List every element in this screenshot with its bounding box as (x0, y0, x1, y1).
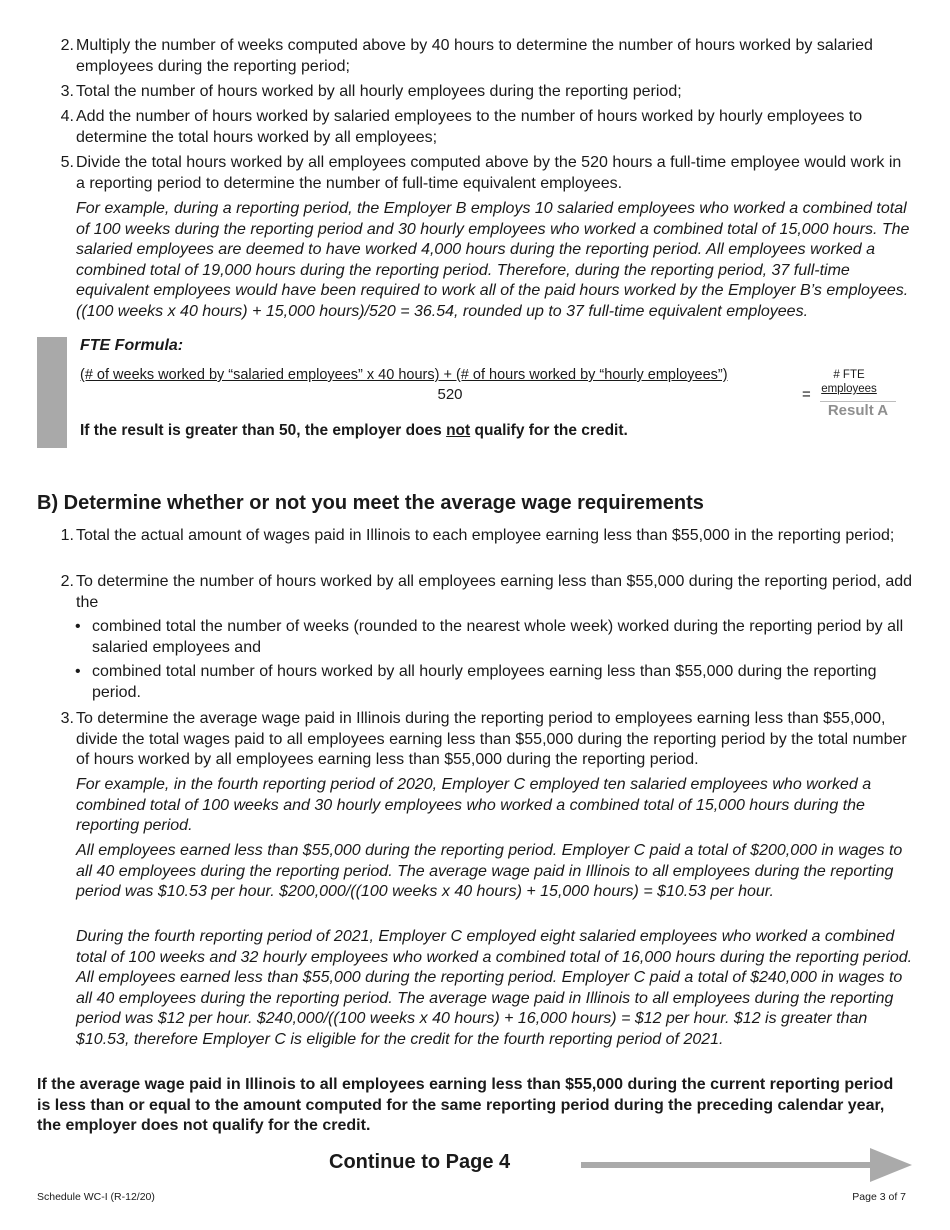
formula-note-emphasis: not (446, 422, 471, 439)
formula-note-start: If the result is greater than 50, the employer does (80, 422, 447, 439)
item-number: 2. (60, 573, 74, 590)
formula-title: FTE Formula: (80, 337, 184, 354)
conclusion-paragraph: If the average wage paid in Illinois to all employees earning less than $55,000 during the current reporting period is less than or equal to the amount computed for the same reporting period during the preceding calendar year, the employer does not qualify for the credit. (37, 1076, 894, 1134)
item-text: Total the number of hours worked by all hourly employees during the reporting period; (76, 83, 682, 100)
item-text: To determine the average wage paid in Illinois during the reporting period to employees earning less than $55,000, divide the total wages paid to all employees earning less than $55,000 during the reporting period by the total number of hours worked by all employees earning less than $55,000 during the reporting period. (76, 710, 907, 768)
result-a-label: Result A (827, 402, 889, 419)
item-number: 3. (60, 83, 74, 100)
item-text: Divide the total hours worked by all employees computed above by the 520 hours a full-time employee would work in a reporting period to determine the number of full-time equivalent employees. (76, 154, 902, 192)
formula-numerator: (# of weeks worked by “salaried employees” x 40 hours) + (# of hours worked by “hourly employees”) (80, 367, 728, 383)
page-number: Page 3 of 7 (852, 1191, 906, 1203)
fte-label-top: # FTE (833, 369, 865, 381)
formula-note (80, 422, 628, 440)
continue-arrow-icon (578, 1147, 914, 1187)
bullet-text: combined total the number of weeks (rounded to the nearest whole week) worked during the reporting period by all salaried employees and (92, 618, 904, 656)
item-number: 2. (60, 37, 74, 54)
bullet-glyph: • (75, 663, 81, 680)
item-text: To determine the number of hours worked by all employees earning less than $55,000 during the reporting period, add the (76, 573, 913, 611)
fte-example-paragraph: For example, during a reporting period, the Employer B employs 10 salaried employees who worked a combined total of 100 weeks during the reporting period and 30 hourly employees who worked a combined total of 15,000 hours. The salaried employees are deemed to have worked 4,000 hours during the reporting period. All employees worked a combined total of 19,000 hours during the reporting period. Therefore, during the reporting period, 37 full-time equivalent employees would have been required to work all of the paid hours worked by the Employer B’s employees. ((100 weeks x 40 hours) + 15,000 hours)/520 = 36.54, rounded up to 37 full-time equivalent employees. (76, 200, 910, 320)
item-number: 4. (60, 108, 74, 125)
item-number: 3. (60, 710, 74, 727)
formula-note-end: qualify for the credit. (470, 422, 628, 439)
fte-label-bottom: employees (821, 383, 877, 395)
wage-example-paragraph: All employees earned less than $55,000 during the reporting period. Employer C paid a total of $200,000 in wages to all 40 employees during the reporting period. The average wage paid in Illinois to all employees during the reporting period was $10.53 per hour. $200,000/((100 weeks x 40 hours) + 15,000 hours) = $10.53 per hour. (76, 842, 903, 900)
item-text: Total the actual amount of wages paid in Illinois to each employee earning less than $55,000 in the reporting period; (76, 527, 895, 544)
item-number: 1. (60, 527, 74, 544)
wage-example-paragraph: For example, in the fourth reporting period of 2020, Employer C employed ten salaried employees who worked a combined total of 100 weeks and 30 hourly employees who worked a combined total of 15,000 hours during the reporting period. (76, 776, 872, 834)
wage-example-paragraph: During the fourth reporting period of 2021, Employer C employed eight salaried employees who worked a combined total of 100 weeks and 32 hourly employees who worked a combined total of 16,000 hours during the reporting period. All employees earned less than $55,000 during the reporting period. Employer C paid a total of $240,000 in wages to all 40 employees during the reporting period. The average wage paid in Illinois to all employees during the reporting period was $12 per hour. $240,000/((100 weeks x 40 hours) + 16,000 hours) = $12 per hour. $12 is greater than $10.53, therefore Employer C is eligible for the credit for the fourth reporting period of 2021. (76, 928, 913, 1048)
formula-denominator: 520 (437, 386, 463, 403)
form-id: Schedule WC-I (R-12/20) (37, 1191, 155, 1203)
formula-side-bar (37, 337, 67, 448)
item-number: 5. (60, 154, 74, 171)
continue-label: Continue to Page 4 (329, 1151, 511, 1173)
item-text: Multiply the number of weeks computed above by 40 hours to determine the number of hours worked by salaried employees during the reporting period; (76, 37, 873, 75)
item-text: Add the number of hours worked by salaried employees to the number of hours worked by hourly employees to determine the total hours worked by all employees; (76, 108, 863, 146)
formula-equals-sign: = (802, 386, 811, 403)
bullet-text: combined total number of hours worked by all hourly employees earning less than $55,000 during the reporting period. (92, 663, 877, 701)
bullet-glyph: • (75, 618, 81, 635)
section-b-heading: B) Determine whether or not you meet the average wage requirements (37, 492, 704, 514)
